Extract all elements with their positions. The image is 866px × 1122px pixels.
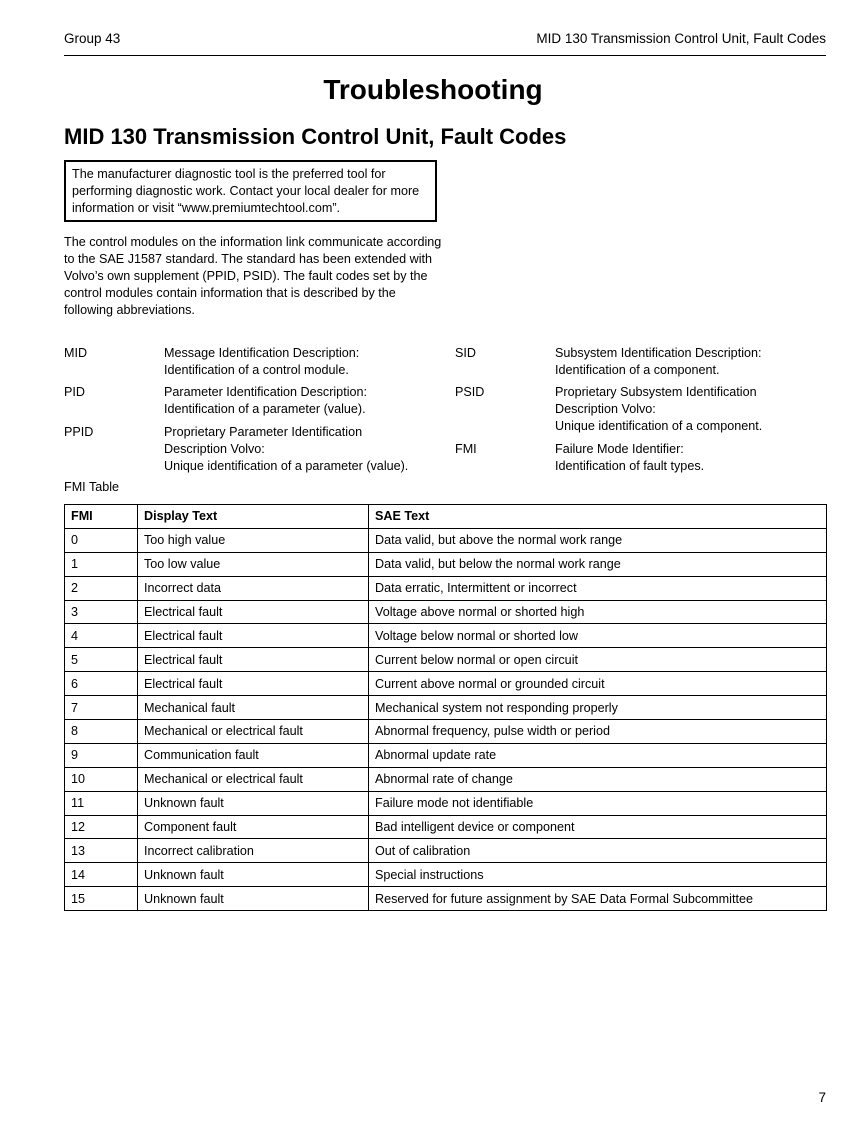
abbr-def-fmi: [555, 441, 704, 475]
cell-display-text: Electrical fault: [138, 624, 369, 648]
cell-sae-text: Bad intelligent device or component: [369, 815, 827, 839]
cell-display-text: Too low value: [138, 552, 369, 576]
cell-fmi: 10: [65, 767, 138, 791]
abbr-term-sid: SID: [455, 346, 476, 360]
abbr-def-line: Description Volvo:: [555, 402, 656, 416]
abbr-def-line: Parameter Identification Description:: [164, 385, 367, 399]
cell-sae-text: Reserved for future assignment by SAE Data Formal Subcommittee: [369, 887, 827, 911]
abbr-term-ppid: PPID: [64, 425, 94, 439]
cell-display-text: Component fault: [138, 815, 369, 839]
table-row: [65, 839, 827, 863]
table-row: [65, 720, 827, 744]
cell-display-text: Electrical fault: [138, 672, 369, 696]
column-header-display-text: Display Text: [138, 505, 369, 529]
abbr-term-mid: MID: [64, 346, 88, 360]
cell-fmi: 0: [65, 528, 138, 552]
cell-display-text: Unknown fault: [138, 887, 369, 911]
cell-display-text: Mechanical or electrical fault: [138, 767, 369, 791]
page-number: 7: [818, 1090, 826, 1105]
header-section-title: MID 130 Transmission Control Unit, Fault Codes: [536, 31, 826, 46]
column-header-sae-text: SAE Text: [369, 505, 827, 529]
abbr-def-line: Identification of a control module.: [164, 363, 349, 377]
abbr-def-psid: [555, 384, 762, 435]
cell-sae-text: Current below normal or open circuit: [369, 648, 827, 672]
table-header-row: [65, 505, 827, 529]
abbr-def-line: Identification of a parameter (value).: [164, 402, 366, 416]
table-row: [65, 887, 827, 911]
abbr-def-sid: [555, 345, 762, 379]
cell-fmi: 1: [65, 552, 138, 576]
abbr-def-line: Identification of fault types.: [555, 459, 705, 473]
cell-sae-text: Voltage above normal or shorted high: [369, 600, 827, 624]
abbr-def-line: Description Volvo:: [164, 442, 265, 456]
page-header: [64, 31, 826, 56]
cell-fmi: 14: [65, 863, 138, 887]
cell-fmi: 8: [65, 720, 138, 744]
cell-fmi: 12: [65, 815, 138, 839]
cell-display-text: Electrical fault: [138, 648, 369, 672]
table-row: [65, 863, 827, 887]
table-row: [65, 791, 827, 815]
column-header-fmi: FMI: [65, 505, 138, 529]
cell-sae-text: Abnormal update rate: [369, 743, 827, 767]
fmi-table-caption: FMI Table: [64, 480, 120, 494]
cell-fmi: 6: [65, 672, 138, 696]
cell-sae-text: Data valid, but above the normal work range: [369, 528, 827, 552]
cell-sae-text: Abnormal rate of change: [369, 767, 827, 791]
table-row: [65, 528, 827, 552]
cell-fmi: 7: [65, 696, 138, 720]
table-row: [65, 648, 827, 672]
table-row: [65, 743, 827, 767]
abbr-term-fmi: FMI: [455, 442, 477, 456]
cell-display-text: Incorrect data: [138, 576, 369, 600]
cell-fmi: 9: [65, 743, 138, 767]
abbr-def-line: Identification of a component.: [555, 363, 720, 377]
abbr-def-line: Proprietary Parameter Identification: [164, 425, 363, 439]
cell-display-text: Too high value: [138, 528, 369, 552]
abbr-def-line: Proprietary Subsystem Identification: [555, 385, 757, 399]
cell-sae-text: Voltage below normal or shorted low: [369, 624, 827, 648]
abbr-def-line: Message Identification Description:: [164, 346, 360, 360]
cell-fmi: 15: [65, 887, 138, 911]
cell-sae-text: Failure mode not identifiable: [369, 791, 827, 815]
cell-sae-text: Mechanical system not responding properly: [369, 696, 827, 720]
abbr-def-ppid: [164, 424, 408, 475]
abbr-def-pid: [164, 384, 367, 418]
table-row: [65, 552, 827, 576]
cell-fmi: 4: [65, 624, 138, 648]
table-row: [65, 672, 827, 696]
abbr-term-pid: PID: [64, 385, 85, 399]
table-row: [65, 767, 827, 791]
abbr-term-psid: PSID: [455, 385, 485, 399]
cell-sae-text: Out of calibration: [369, 839, 827, 863]
table-row: [65, 600, 827, 624]
cell-fmi: 2: [65, 576, 138, 600]
section-heading: MID 130 Transmission Control Unit, Fault Codes: [64, 124, 567, 149]
abbr-def-mid: [164, 345, 359, 379]
fmi-table: [64, 504, 827, 911]
abbr-def-line: Unique identification of a component.: [555, 419, 763, 433]
cell-display-text: Communication fault: [138, 743, 369, 767]
cell-fmi: 11: [65, 791, 138, 815]
cell-sae-text: Data erratic, Intermittent or incorrect: [369, 576, 827, 600]
table-row: [65, 624, 827, 648]
abbr-def-line: Failure Mode Identifier:: [555, 442, 684, 456]
cell-display-text: Mechanical fault: [138, 696, 369, 720]
cell-sae-text: Data valid, but below the normal work range: [369, 552, 827, 576]
table-row: [65, 576, 827, 600]
table-row: [65, 696, 827, 720]
table-row: [65, 815, 827, 839]
fmi-table-body: [65, 528, 827, 910]
intro-paragraph: The control modules on the information link communicate according to the SAE J1587 standard. The standard has been extended with Volvo’s own supplement (PPID, PSID). The fault codes set by the control modules contain information that is described by the following abbreviations.: [64, 235, 442, 317]
cell-display-text: Incorrect calibration: [138, 839, 369, 863]
cell-display-text: Unknown fault: [138, 791, 369, 815]
abbr-def-line: Unique identification of a parameter (value).: [164, 459, 409, 473]
cell-display-text: Mechanical or electrical fault: [138, 720, 369, 744]
cell-sae-text: Current above normal or grounded circuit: [369, 672, 827, 696]
cell-display-text: Electrical fault: [138, 600, 369, 624]
header-group: Group 43: [64, 31, 121, 46]
abbr-def-line: Subsystem Identification Description:: [555, 346, 762, 360]
cell-sae-text: Special instructions: [369, 863, 827, 887]
note-box: The manufacturer diagnostic tool is the preferred tool for performing diagnostic work. Contact your local dealer for more information or visit “www.premiumtechtool.com”.: [64, 160, 437, 222]
cell-fmi: 5: [65, 648, 138, 672]
page-title: Troubleshooting: [323, 74, 543, 105]
cell-sae-text: Abnormal frequency, pulse width or period: [369, 720, 827, 744]
cell-display-text: Unknown fault: [138, 863, 369, 887]
cell-fmi: 3: [65, 600, 138, 624]
cell-fmi: 13: [65, 839, 138, 863]
